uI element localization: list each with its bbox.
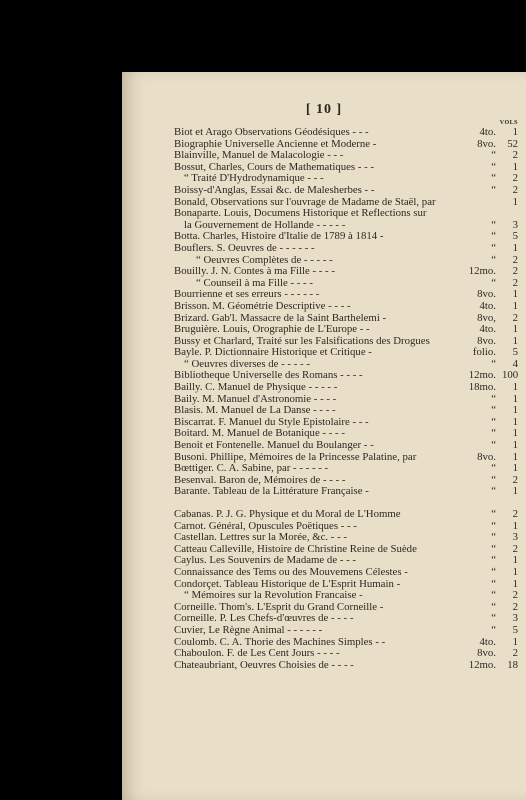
entry-title: Connaissance des Tems ou des Mouvemens Célestes -: [174, 565, 408, 578]
catalog-entry: [174, 127, 518, 139]
entry-format: 12mo.: [468, 658, 496, 671]
entry-title: Bouilly. J. N. Contes à ma Fille - - - -: [174, 265, 335, 278]
entry-title: Chateaubriant, Oeuvres Choisies de - - - -: [174, 658, 354, 671]
entry-title: Biot et Arago Observations Géodésiques - - -: [174, 126, 369, 138]
entry-volumes: 2: [512, 265, 518, 278]
entry-volumes: 2: [512, 473, 518, 486]
entry-title: Cuvier, Le Règne Animal - - - - - -: [174, 623, 323, 636]
entry-volumes: 1: [512, 635, 518, 648]
entry-volumes: 2: [512, 600, 518, 613]
entry-format: 12mo.: [468, 369, 496, 382]
entry-format: “: [491, 415, 496, 428]
entry-volumes: 100: [502, 369, 519, 382]
entry-volumes: 2: [512, 647, 518, 660]
catalog-entry: [174, 509, 518, 521]
entry-format: “: [491, 600, 496, 613]
entry-volumes: 3: [512, 612, 518, 625]
entry-volumes: 1: [512, 195, 518, 208]
entry-volumes: 1: [512, 462, 518, 475]
catalog-entry: [174, 486, 518, 498]
entry-volumes: 1: [512, 427, 518, 440]
scan-background: [0, 0, 123, 800]
entry-title: Bussy et Charlard, Traité sur les Falsifications des Drogues: [174, 334, 430, 347]
entry-title: Besenval. Baron de, Mémoires de - - - -: [174, 473, 346, 486]
entry-format: “: [491, 253, 496, 266]
entry-title: Carnot. Général, Opuscules Poëtiques - - -: [174, 519, 357, 532]
entry-title: “ Traité D'Hydrodynamique - - -: [184, 172, 324, 185]
catalog-entry: [174, 440, 518, 452]
entry-format: “: [491, 462, 496, 475]
entry-volumes: 1: [512, 381, 518, 394]
entry-format: “: [491, 183, 496, 196]
entry-format: “: [491, 276, 496, 289]
entry-format: “: [491, 565, 496, 578]
entry-volumes: 2: [512, 542, 518, 555]
entry-title: “ Oeuvres diverses de - - - - -: [184, 357, 310, 370]
entry-volumes: 2: [512, 589, 518, 602]
entry-format: “: [491, 589, 496, 602]
catalog-entry: [174, 590, 518, 602]
entry-title: Bruguière. Louis, Orographie de L'Europe - -: [174, 323, 370, 336]
entry-format: “: [491, 427, 496, 440]
entry-volumes: 1: [512, 299, 518, 312]
entry-title: “ Counseil à ma Fille - - - -: [196, 276, 313, 289]
entry-title: Boitard. M. Manuel de Botanique - - - -: [174, 427, 345, 440]
entry-title: Biographie Universelle Ancienne et Moderne -: [174, 137, 377, 150]
entry-format: “: [491, 230, 496, 243]
entry-volumes: 1: [512, 415, 518, 428]
entry-title: Bibliotheque Universelle des Romans - - - -: [174, 369, 363, 382]
entry-volumes: 2: [512, 508, 518, 520]
entry-title: Chaboulon. F. de Les Cent Jours - - - -: [174, 647, 340, 660]
entry-title: Blainville, Manuel de Malacologie - - -: [174, 149, 344, 162]
entry-title: Brisson. M. Géométrie Descriptive - - - -: [174, 299, 351, 312]
entry-title: Blasis. M. Manuel de La Danse - - - -: [174, 404, 336, 417]
entry-volumes: 1: [512, 485, 518, 498]
entry-title: Bonald, Observations sur l'ouvrage de Madame de Staël, par: [174, 195, 436, 208]
entry-volumes: 1: [512, 126, 518, 138]
catalog-entry: [174, 208, 518, 220]
catalog-entry: [174, 382, 518, 394]
catalog-entry: [174, 301, 518, 313]
entry-volumes: 1: [512, 288, 518, 301]
catalog-entry: [174, 625, 518, 637]
entry-format: “: [491, 392, 496, 405]
entry-format: “: [491, 473, 496, 486]
entry-volumes: 3: [512, 531, 518, 544]
entry-format: 8vo.: [477, 647, 496, 660]
book-page: [122, 72, 526, 800]
entry-volumes: 5: [512, 346, 518, 359]
entry-title: Cabanas. P. J. G. Physique et du Moral de L'Homme: [174, 508, 401, 520]
entry-format: 4to.: [479, 323, 496, 336]
entry-volumes: 1: [512, 160, 518, 173]
entry-volumes: 1: [512, 392, 518, 405]
entry-volumes: 2: [512, 276, 518, 289]
entry-title: Boissy-d'Anglas, Essai &c. de Malesherbes - -: [174, 183, 375, 196]
entry-volumes: 1: [512, 439, 518, 452]
entry-volumes: 1: [512, 323, 518, 336]
entry-format: “: [491, 404, 496, 417]
entry-format: “: [491, 357, 496, 370]
entry-title: Biscarrat. F. Manuel du Style Epistolaire - - -: [174, 415, 369, 428]
entry-format: “: [491, 218, 496, 231]
entry-format: “: [491, 485, 496, 498]
entry-format: “: [491, 241, 496, 254]
entry-volumes: 5: [512, 623, 518, 636]
entry-format: “: [491, 172, 496, 185]
entry-format: 8vo.: [477, 137, 496, 150]
entry-volumes: 52: [507, 137, 518, 150]
entry-format: “: [491, 160, 496, 173]
catalog-entry: [174, 660, 518, 672]
entry-volumes: 1: [512, 554, 518, 567]
entry-format: “: [491, 531, 496, 544]
catalog-entries: [174, 127, 518, 671]
entry-format: 8vo.: [477, 450, 496, 463]
entry-title: Caylus. Les Souvenirs de Madame de - - -: [174, 554, 357, 567]
entry-volumes: 1: [512, 241, 518, 254]
entry-format: 8vo,: [477, 311, 496, 324]
entry-volumes: 1: [512, 334, 518, 347]
entry-title: Benoit et Fontenelle. Manuel du Boulanger - -: [174, 439, 374, 452]
entry-format: “: [491, 542, 496, 555]
entry-format: 12mo.: [468, 265, 496, 278]
entry-format: 8vo.: [477, 334, 496, 347]
catalog-entry: [174, 185, 518, 197]
entry-volumes: 4: [512, 357, 518, 370]
entry-title: Corneille. Thom's. L'Esprit du Grand Corneille -: [174, 600, 384, 613]
entry-title: Bourrienne et ses erreurs - - - - - -: [174, 288, 320, 301]
entry-format: 4to.: [479, 635, 496, 648]
entry-volumes: 1: [512, 519, 518, 532]
entry-volumes: 1: [512, 404, 518, 417]
entry-title: “ Oeuvres Complètes de - - - - -: [196, 253, 333, 266]
catalog-entry: [174, 648, 518, 660]
entry-format: “: [491, 439, 496, 452]
entry-title: “ Mémoires sur la Revolution Francaise -: [184, 589, 363, 602]
entry-format: “: [491, 577, 496, 590]
entry-title: la Gouvernement de Hollande - - - - -: [184, 218, 346, 231]
entry-format: “: [491, 623, 496, 636]
entry-title: Corneille. P. Les Chefs-d'œuvres de - - - -: [174, 612, 354, 625]
entry-volumes: 1: [512, 577, 518, 590]
entry-volumes: 2: [512, 172, 518, 185]
catalog-entry: [174, 266, 518, 278]
entry-format: “: [491, 508, 496, 520]
entry-volumes: 2: [512, 253, 518, 266]
entry-title: Bayle. P. Dictionnaire Historique et Critique -: [174, 346, 372, 359]
entry-title: Bailly. C. Manuel de Physique - - - - -: [174, 381, 338, 394]
entry-volumes: 3: [512, 218, 518, 231]
entry-format: “: [491, 612, 496, 625]
entry-title: Coulomb. C. A. Thorie des Machines Simples - -: [174, 635, 386, 648]
entry-title: Bœttiger. C. A. Sabine, par - - - - - -: [174, 462, 329, 475]
catalog-entry: [174, 243, 518, 255]
entry-format: “: [491, 149, 496, 162]
entry-title: Castellan. Lettres sur la Morée, &c. - - -: [174, 531, 347, 544]
entry-volumes: 18: [507, 658, 518, 671]
entry-format: “: [491, 554, 496, 567]
entry-format: “: [491, 519, 496, 532]
entry-title: Bonaparte. Louis, Documens Historique et Reflections sur: [174, 207, 427, 220]
entry-title: Brizard. Gab'l. Massacre de la Saint Barthelemi -: [174, 311, 387, 324]
entry-volumes: 2: [512, 183, 518, 196]
page-number: [ 10 ]: [305, 102, 343, 117]
entry-title: Condorçet. Tableau Historique de L'Esprit Humain -: [174, 577, 401, 590]
entry-volumes: 5: [512, 230, 518, 243]
entry-volumes: 1: [512, 450, 518, 463]
entry-volumes: 2: [512, 311, 518, 324]
entry-title: Busoni. Phillipe, Mémoires de la Princesse Palatine, par: [174, 450, 417, 463]
entry-volumes: 2: [512, 149, 518, 162]
entry-title: Bossut, Charles, Cours de Mathematiques - - -: [174, 160, 375, 173]
entry-format: 8vo.: [477, 288, 496, 301]
entry-volumes: 1: [512, 565, 518, 578]
catalog-entry: [174, 324, 518, 336]
vols-column-header: VOLS: [499, 120, 518, 126]
catalog-entry: [174, 567, 518, 579]
entry-format: 18mo.: [468, 381, 496, 394]
entry-title: Baily. M. Manuel d'Astronomie - - - -: [174, 392, 337, 405]
entry-format: 4to.: [479, 299, 496, 312]
entry-title: Catteau Calleville, Histoire de Christine Reine de Suède: [174, 542, 417, 555]
entry-format: folio.: [472, 346, 496, 359]
entry-title: Barante. Tableau de la Littérature Française -: [174, 485, 369, 498]
entry-format: 4to.: [479, 126, 496, 138]
entry-title: Bouflers. S. Oeuvres de - - - - - -: [174, 241, 315, 254]
entry-title: Botta. Charles, Histoire d'Italie de 1789 à 1814 -: [174, 230, 384, 243]
